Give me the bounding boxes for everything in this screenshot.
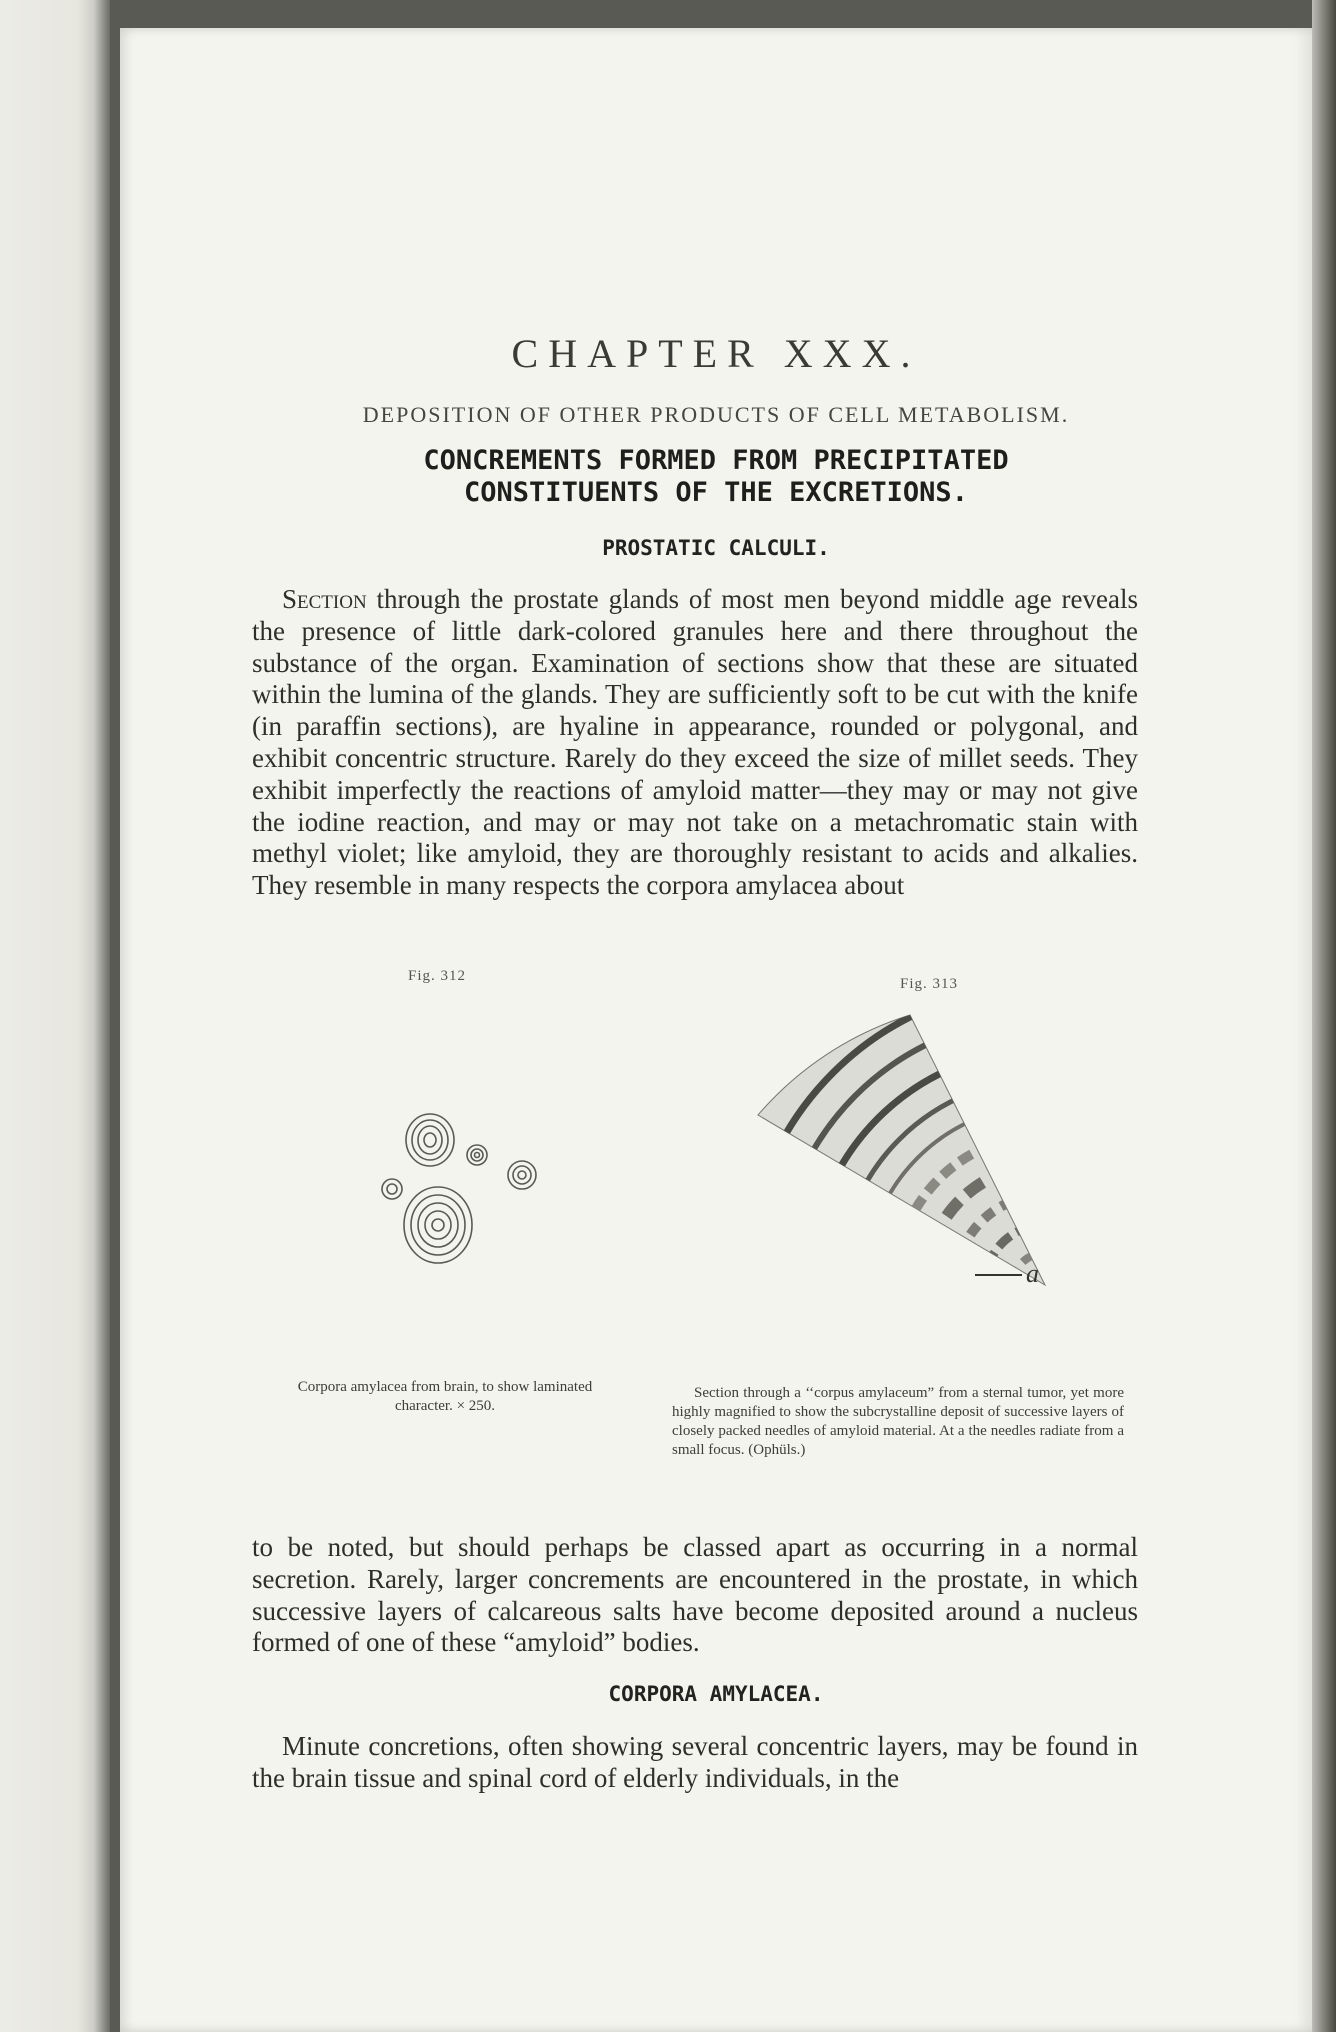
corpora-amylacea-text: Minute concretions, often showing several concentric layers, may be found in the brain tissue and spinal cord of elderly individuals, in the (252, 1731, 1138, 1793)
corpora-amylacea-paragraph (252, 1731, 1138, 1795)
fig-312-caption: Corpora amylacea from brain, to show laminated character. × 250. (297, 1379, 593, 1414)
continuation-text: to be noted, but should perhaps be classed apart as occurring in a normal secretion. Rarely, larger concrements are encountered in the prostate, in which successive layers of calcareous salts have become deposited around a nucleus formed of one of these “amyloid” bodies. (252, 1532, 1138, 1658)
prostatic-calculi-heading: PROSTATIC CALCULI. (602, 536, 830, 560)
fig-312-illustration (370, 1105, 550, 1290)
fig-313-caption: Section through a ‘‘corpus amylaceum” from a sternal tumor, yet more highly magnified to show the subcrystalline deposit of successive layers of closely packed needles of amyloid material. At a the needles radiate from a small focus. (Ophüls.) (672, 1385, 1124, 1458)
paragraph-lead: Section (282, 584, 367, 614)
fig-312-label: Fig. 312 (408, 968, 467, 984)
section-heading-line1: CONCREMENTS FORMED FROM PRECIPITATED (423, 445, 1009, 476)
paragraph-text: through the prostate glands of most men beyond middle age reveals the presence of little dark-colored granules here and there throughout the substance of the organ. Examination of sections show that these are situated within the lumina of the glands. They are sufficiently soft to be cut with the knife (in paraffin sections), are hyaline in appearance, rounded or polygonal, and exhibit concentric structure. Rarely do they exceed the size of millet seeds. They exhibit imperfectly the reactions of amyloid matter—they may or may not give the iodine reaction, and may or may not take on a metachromatic stain with methyl violet; like amyloid, they are thoroughly resistant to acids and alkalies. They resemble in many respects the corpora amylacea about (252, 584, 1138, 901)
left-page-edge (0, 0, 110, 2032)
right-page-edge (1312, 0, 1336, 2032)
fig-313-illustration (750, 1005, 1090, 1325)
section-heading-line2: CONSTITUENTS OF THE EXCRETIONS. (464, 477, 968, 508)
chapter-subtitle: DEPOSITION OF OTHER PRODUCTS OF CELL METABOLISM. (362, 402, 1070, 427)
prostatic-calculi-paragraph (252, 584, 1138, 902)
fig-313-label: Fig. 313 (900, 976, 959, 992)
corpora-amylacea-heading: CORPORA AMYLACEA. (608, 1682, 824, 1706)
fig-313-marker: a (1026, 1259, 1039, 1288)
continuation-paragraph (252, 1532, 1138, 1659)
chapter-title: CHAPTER XXX. (511, 331, 921, 376)
